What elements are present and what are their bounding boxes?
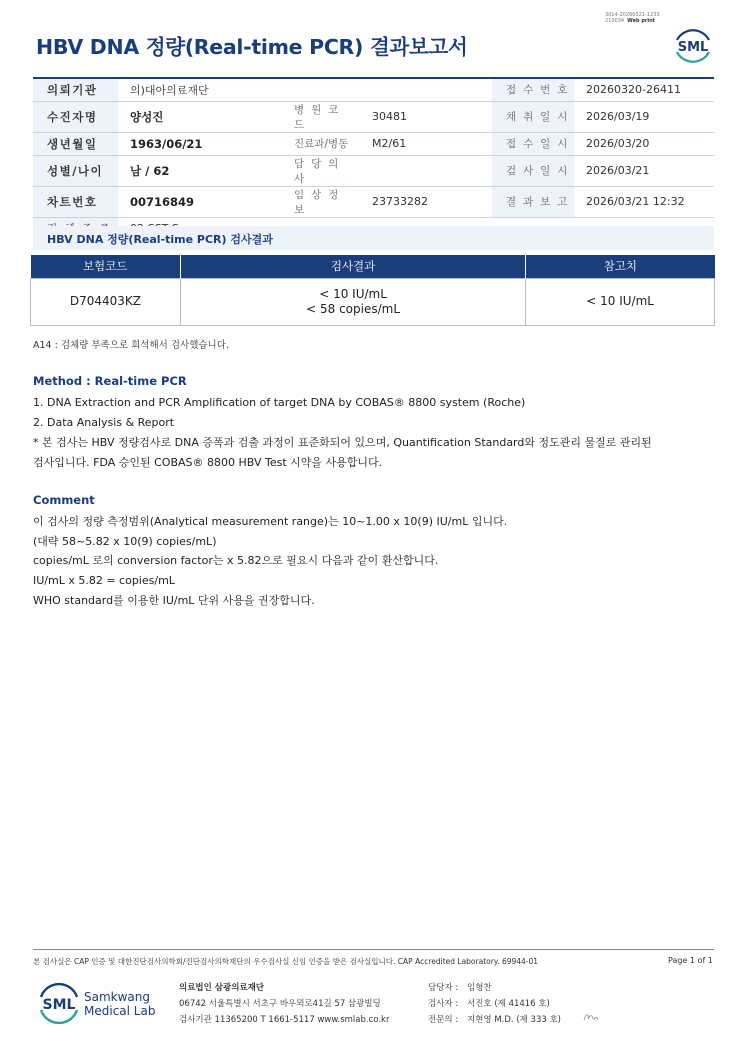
print-code-line1: 3014-20260321-1233 [605,12,660,18]
value-sex-age: 남 / 62 [118,155,280,186]
sml-logo-text: SML [42,997,76,1013]
label-hospital-code: 병 원 코 드 [280,101,360,132]
result-copies: < 58 copies/mL [306,301,401,316]
brand-line2: Medical Lab [84,1004,156,1018]
label-department-ward: 진료과/병동 [280,132,360,155]
info-row [33,101,714,132]
web-print-label: Web print [627,18,656,24]
brand-name [84,990,155,1018]
cell-reference: < 10 IU/mL [526,278,715,325]
staff-row [428,980,561,996]
results-section-title: HBV DNA 정량(Real-time PCR) 검사결과 [33,226,714,250]
print-code [605,12,660,24]
org-contact: 검사기관 11365200 T 1661-5117 www.smlab.co.kr [179,1015,390,1025]
results-header-row [31,255,715,278]
org-address: 06742 서울특별시 서초구 바우뫼로41길 57 삼광빌딩 [179,999,381,1009]
staff-info [428,980,561,1028]
comment-heading: Comment [33,493,95,507]
value-department-ward: M2/61 [360,132,492,155]
page-number: Page 1 of 1 [668,956,713,965]
label-accession-no: 접 수 번 호 [492,78,574,101]
results-table [30,255,715,326]
value-clinical-info: 23733282 [360,186,492,217]
value-test-date: 2026/03/21 [574,155,714,186]
label-attending-doctor: 담 당 의 사 [280,155,360,186]
value-birth-date: 1963/06/21 [118,132,280,155]
org-name: 의료법인 삼광의료재단 [179,983,265,993]
table-row [31,278,715,325]
staff-name: 서진호 (제 41416 호) [467,999,550,1009]
label-received-date: 접 수 일 시 [492,132,574,155]
sml-badge-logo [671,26,715,64]
label-clinical-info: 임 상 정 보 [280,186,360,217]
comment-line: copies/mL 로의 conversion factor는 x 5.82으로 필요시 다음과 같이 환산합니다. [33,554,439,568]
value-report-date: 2026/03/21 12:32 [574,186,714,217]
sml-badge-text: SML [677,40,709,55]
report-title: HBV DNA 정량(Real-time PCR) 결과보고서 [36,35,468,59]
value-accession-no: 20260320-26411 [574,78,714,101]
staff-role: 담당자 : [428,983,459,993]
comment-line: IU/mL x 5.82 = copies/mL [33,574,175,588]
result-note: A14 : 검체량 부족으로 희석해서 검사했습니다. [33,340,229,351]
label-collection-date: 채 취 일 시 [492,101,574,132]
cell-test-result [180,278,525,325]
method-line: 1. DNA Extraction and PCR Amplification of target DNA by COBAS® 8800 system (Roche) [33,396,526,409]
method-line: 검사입니다. FDA 승인된 COBAS® 8800 HBV Test 시약을 사용합니다. [33,456,383,469]
comment-body [33,512,713,611]
value-requesting-org: 의)대아의료재단 [118,78,492,101]
brand-line1: Samkwang [84,990,150,1004]
info-row [33,132,714,155]
comment-line: (대략 58~5.82 x 10(9) copies/mL) [33,534,217,548]
label-report-date: 결 과 보 고 [492,186,574,217]
print-code-line2: 210034 [605,18,625,24]
sml-logo [36,982,82,1024]
label-sex-age: 성별/나이 [33,155,118,186]
value-received-date: 2026/03/20 [574,132,714,155]
method-heading: Method : Real-time PCR [33,374,187,388]
footer-divider [33,949,714,950]
staff-row [428,1012,561,1028]
value-hospital-code: 30481 [360,101,492,132]
accreditation-notice: 본 검사실은 CAP 인증 및 대한진단검사의학회/진단검사의학재단의 우수검사실 신임 인증을 받은 검사실입니다. CAP Accredited Laboratory. 69944-01 [33,957,539,966]
label-chart-no: 차트번호 [33,186,118,217]
info-row [33,186,714,217]
method-line: * 본 검사는 HBV 정량검사로 DNA 증폭과 검출 과정이 표준화되어 있으며, Quantification Standard와 정도관리 물질로 관리된 [33,436,652,449]
value-chart-no: 00716849 [118,186,280,217]
staff-name: 지현영 M.D. (제 333 호) [467,1015,562,1025]
value-patient-name: 양성진 [118,101,280,132]
info-row [33,155,714,186]
result-iu: < 10 IU/mL [319,286,387,301]
info-row [33,78,714,101]
label-birth-date: 생년월일 [33,132,118,155]
comment-line: 이 검사의 정량 측정범위(Analytical measurement range)는 10~1.00 x 10(9) IU/mL 입니다. [33,515,508,528]
header-reference: 참고치 [526,255,715,278]
comment-line: WHO standard를 이용한 IU/mL 단위 사용을 권장합니다. [33,593,315,607]
label-test-date: 검 사 일 시 [492,155,574,186]
label-patient-name: 수진자명 [33,101,118,132]
value-collection-date: 2026/03/19 [574,101,714,132]
method-body [33,393,713,473]
cell-insurance-code: D704403KZ [31,278,181,325]
staff-role: 검사자 : [428,999,459,1009]
method-line: 2. Data Analysis & Report [33,416,175,429]
patient-info-table [33,77,714,241]
staff-row [428,996,561,1012]
value-attending-doctor [360,155,492,186]
staff-role: 전문의 : [428,1015,459,1025]
label-requesting-org: 의뢰기관 [33,78,118,101]
header-test-result: 검사결과 [180,255,525,278]
signature [582,1011,600,1023]
header-insurance-code: 보험코드 [31,255,181,278]
organization-info [179,980,389,1028]
staff-name: 임형찬 [467,983,492,993]
